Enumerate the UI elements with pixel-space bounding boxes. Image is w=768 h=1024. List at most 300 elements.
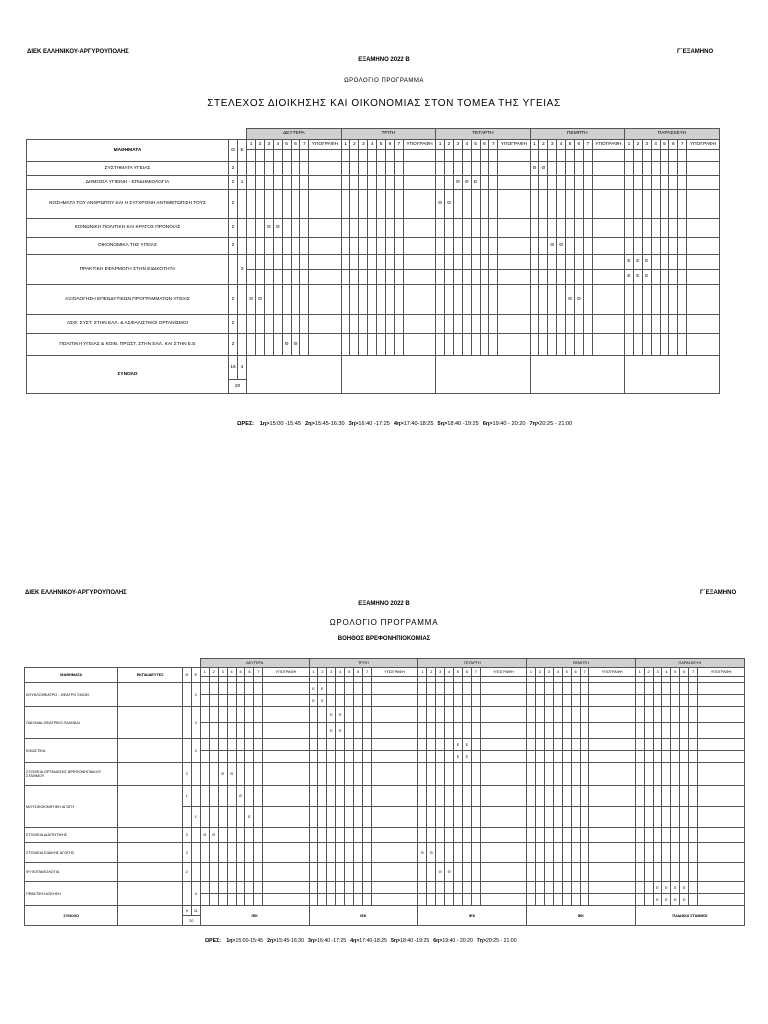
schedule-cell bbox=[354, 739, 363, 751]
schedule-cell bbox=[318, 739, 327, 751]
schedule-cell bbox=[462, 238, 471, 255]
signature-cell bbox=[687, 270, 720, 285]
hour-header: 7 bbox=[489, 140, 498, 150]
schedule-cell bbox=[291, 176, 300, 190]
schedule-cell bbox=[363, 786, 372, 807]
schedule-mark: Ε bbox=[662, 882, 671, 894]
schedule-cell bbox=[671, 751, 680, 763]
schedule-cell bbox=[377, 176, 386, 190]
schedule-cell bbox=[218, 751, 227, 763]
schedule-cell bbox=[544, 807, 553, 828]
signature-cell bbox=[592, 255, 624, 270]
schedule-cell bbox=[553, 707, 562, 723]
top-semester-center: ΕΞΑΜΗΝΟ 2022 Β bbox=[358, 57, 410, 63]
schedule-cell bbox=[453, 334, 462, 356]
schedule-cell bbox=[336, 739, 345, 751]
hour-header: 3 bbox=[642, 140, 651, 150]
schedule-cell bbox=[245, 894, 254, 906]
schedule-cell bbox=[571, 683, 580, 695]
empty-cell bbox=[660, 150, 669, 162]
schedule-cell bbox=[544, 863, 553, 882]
schedule-cell bbox=[318, 863, 327, 882]
schedule-cell bbox=[254, 723, 263, 739]
signature-header: ΥΠΟΓΡΑΦΗ bbox=[403, 140, 435, 150]
schedule-cell bbox=[635, 828, 644, 843]
schedule-cell bbox=[200, 695, 209, 707]
schedule-cell bbox=[385, 162, 394, 176]
schedule-cell bbox=[350, 162, 359, 176]
schedule-mark: Ε bbox=[625, 255, 634, 270]
schedule-cell bbox=[445, 882, 454, 894]
total-lab: 4 bbox=[238, 356, 247, 380]
lab-hours: 2 bbox=[191, 707, 200, 739]
schedule-cell bbox=[662, 707, 671, 723]
schedule-cell bbox=[427, 807, 436, 828]
schedule-cell bbox=[245, 751, 254, 763]
schedule-cell bbox=[530, 255, 539, 270]
schedule-cell bbox=[254, 894, 263, 906]
top-hours-legend bbox=[237, 421, 572, 427]
schedule-cell bbox=[539, 190, 548, 219]
schedule-cell bbox=[282, 315, 291, 334]
schedule-cell bbox=[544, 683, 553, 695]
schedule-cell bbox=[318, 807, 327, 828]
schedule-cell bbox=[660, 334, 669, 356]
schedule-cell bbox=[642, 238, 651, 255]
schedule-cell bbox=[345, 863, 354, 882]
day-total: ΙΕΚ bbox=[309, 906, 418, 926]
signature-cell bbox=[589, 683, 635, 695]
schedule-cell bbox=[436, 695, 445, 707]
schedule-cell bbox=[562, 828, 571, 843]
schedule-cell bbox=[394, 334, 403, 356]
schedule-cell bbox=[680, 707, 689, 723]
schedule-cell bbox=[544, 695, 553, 707]
schedule-cell bbox=[471, 863, 480, 882]
schedule-cell bbox=[635, 751, 644, 763]
schedule-cell bbox=[254, 807, 263, 828]
schedule-cell bbox=[247, 334, 256, 356]
empty-cell bbox=[247, 150, 256, 162]
schedule-cell bbox=[245, 882, 254, 894]
schedule-cell bbox=[471, 739, 480, 751]
schedule-cell bbox=[445, 807, 454, 828]
schedule-cell bbox=[336, 882, 345, 894]
schedule-cell bbox=[227, 751, 236, 763]
signature-cell bbox=[698, 828, 745, 843]
schedule-cell bbox=[580, 695, 589, 707]
hour-header: 7 bbox=[678, 140, 687, 150]
schedule-cell bbox=[436, 285, 445, 315]
schedule-cell bbox=[571, 695, 580, 707]
schedule-cell bbox=[445, 219, 454, 238]
schedule-cell bbox=[291, 315, 300, 334]
theory-hours: 2 bbox=[182, 828, 191, 843]
schedule-cell bbox=[489, 285, 498, 315]
legend-hour: 1η> bbox=[259, 421, 270, 427]
schedule-cell bbox=[651, 285, 660, 315]
schedule-cell bbox=[454, 707, 463, 723]
schedule-cell bbox=[642, 285, 651, 315]
schedule-cell bbox=[445, 763, 454, 786]
schedule-cell bbox=[557, 285, 566, 315]
schedule-cell bbox=[454, 723, 463, 739]
schedule-cell bbox=[341, 219, 350, 238]
signature-cell bbox=[589, 786, 635, 807]
bottom-legend-prefix: ΩΡΕΣ: bbox=[205, 938, 221, 944]
hour-header: 6 bbox=[669, 140, 678, 150]
schedule-cell bbox=[653, 786, 662, 807]
schedule-cell bbox=[359, 255, 368, 270]
signature-cell bbox=[372, 695, 418, 707]
hour-header: 2 bbox=[535, 668, 544, 677]
schedule-cell bbox=[644, 707, 653, 723]
schedule-cell bbox=[436, 176, 445, 190]
schedule-cell bbox=[245, 863, 254, 882]
signature-cell bbox=[698, 695, 745, 707]
schedule-cell bbox=[625, 315, 634, 334]
schedule-cell bbox=[653, 763, 662, 786]
schedule-cell bbox=[247, 176, 256, 190]
schedule-cell bbox=[454, 807, 463, 828]
schedule-cell bbox=[341, 270, 350, 285]
schedule-cell bbox=[530, 315, 539, 334]
signature-cell bbox=[372, 863, 418, 882]
schedule-cell bbox=[264, 162, 273, 176]
schedule-cell bbox=[489, 190, 498, 219]
signature-cell bbox=[698, 763, 745, 786]
theory-hours: 2 bbox=[228, 285, 237, 315]
schedule-cell bbox=[309, 807, 318, 828]
schedule-cell bbox=[535, 695, 544, 707]
schedule-cell bbox=[566, 315, 575, 334]
schedule-mark: Θ bbox=[436, 863, 445, 882]
schedule-cell bbox=[200, 843, 209, 863]
schedule-cell bbox=[453, 162, 462, 176]
schedule-cell bbox=[418, 786, 427, 807]
signature-cell bbox=[687, 162, 720, 176]
schedule-cell bbox=[678, 285, 687, 315]
schedule-cell bbox=[327, 828, 336, 843]
schedule-cell bbox=[368, 176, 377, 190]
trainer-cell bbox=[118, 707, 182, 739]
empty-cell bbox=[489, 150, 498, 162]
schedule-cell bbox=[635, 786, 644, 807]
schedule-cell bbox=[660, 238, 669, 255]
trainer-cell bbox=[118, 882, 182, 906]
schedule-cell bbox=[341, 334, 350, 356]
schedule-cell bbox=[418, 739, 427, 751]
blank-cell bbox=[25, 659, 201, 668]
schedule-cell bbox=[427, 763, 436, 786]
schedule-cell bbox=[462, 285, 471, 315]
schedule-cell bbox=[427, 723, 436, 739]
empty-cell bbox=[471, 150, 480, 162]
schedule-cell bbox=[527, 807, 536, 828]
signature-cell bbox=[698, 739, 745, 751]
schedule-cell bbox=[530, 270, 539, 285]
legend-item bbox=[391, 938, 429, 944]
schedule-cell bbox=[644, 786, 653, 807]
schedule-cell bbox=[535, 683, 544, 695]
schedule-cell bbox=[318, 882, 327, 894]
schedule-cell bbox=[662, 751, 671, 763]
schedule-cell bbox=[471, 843, 480, 863]
schedule-cell bbox=[227, 894, 236, 906]
schedule-cell bbox=[471, 894, 480, 906]
signature-header: ΥΠΟΓΡΑΦΗ bbox=[263, 668, 309, 677]
schedule-cell bbox=[209, 882, 218, 894]
signature-cell bbox=[263, 786, 309, 807]
schedule-cell bbox=[471, 190, 480, 219]
legend-hour: 3η> bbox=[307, 938, 318, 944]
hour-header: 2 bbox=[209, 668, 218, 677]
lab-hours bbox=[238, 285, 247, 315]
schedule-cell bbox=[436, 751, 445, 763]
top-semester-label: Γ΄ΕΞΑΜΗΝΟ bbox=[677, 49, 714, 55]
schedule-cell bbox=[535, 751, 544, 763]
schedule-cell bbox=[209, 894, 218, 906]
schedule-cell bbox=[418, 751, 427, 763]
day-header: ΠΕΜΠΤΗ bbox=[530, 129, 624, 140]
theory-hours: 2 bbox=[182, 763, 191, 786]
bottom-school-name: ΔΙΕΚ ΕΛΛΗΝΙΚΟΥ-ΑΡΓΥΡΟΥΠΟΛΗΣ bbox=[25, 590, 127, 596]
trainer-cell bbox=[118, 739, 182, 763]
schedule-cell bbox=[678, 334, 687, 356]
legend-time: 17:40-18:25 bbox=[403, 421, 434, 427]
schedule-cell bbox=[236, 751, 245, 763]
schedule-cell bbox=[527, 739, 536, 751]
schedule-cell bbox=[574, 176, 583, 190]
legend-time: 19:40 - 20:20 bbox=[492, 421, 526, 427]
signature-cell bbox=[403, 162, 435, 176]
schedule-cell bbox=[544, 828, 553, 843]
blank-cell bbox=[27, 129, 247, 140]
signature-cell bbox=[372, 843, 418, 863]
empty-cell bbox=[291, 150, 300, 162]
empty-cell bbox=[678, 150, 687, 162]
schedule-cell bbox=[651, 238, 660, 255]
schedule-cell bbox=[462, 707, 471, 723]
schedule-cell bbox=[462, 695, 471, 707]
schedule-cell bbox=[368, 315, 377, 334]
day-total: ΠΑΙΔΙΚΟΙ ΣΤΑΘΜΟΙ bbox=[635, 906, 744, 926]
day-total-cell bbox=[247, 356, 341, 394]
schedule-cell bbox=[660, 176, 669, 190]
schedule-cell bbox=[363, 828, 372, 843]
schedule-cell bbox=[548, 176, 557, 190]
hour-header: 4 bbox=[227, 668, 236, 677]
schedule-cell bbox=[527, 786, 536, 807]
schedule-cell bbox=[462, 894, 471, 906]
schedule-cell bbox=[209, 695, 218, 707]
schedule-cell bbox=[471, 270, 480, 285]
schedule-cell bbox=[566, 162, 575, 176]
schedule-cell bbox=[544, 843, 553, 863]
schedule-cell bbox=[345, 751, 354, 763]
schedule-cell bbox=[462, 723, 471, 739]
schedule-cell bbox=[273, 176, 282, 190]
schedule-cell bbox=[553, 882, 562, 894]
schedule-mark: Θ bbox=[557, 238, 566, 255]
schedule-cell bbox=[445, 786, 454, 807]
schedule-mark: Θ bbox=[530, 162, 539, 176]
schedule-cell bbox=[535, 786, 544, 807]
schedule-cell bbox=[583, 238, 592, 255]
schedule-cell bbox=[385, 315, 394, 334]
schedule-cell bbox=[680, 828, 689, 843]
legend-hour: 7η> bbox=[476, 938, 486, 944]
schedule-cell bbox=[689, 828, 698, 843]
schedule-cell bbox=[566, 334, 575, 356]
lab-hours: 3 bbox=[238, 255, 247, 285]
schedule-cell bbox=[583, 255, 592, 270]
schedule-cell bbox=[562, 882, 571, 894]
signature-cell bbox=[698, 863, 745, 882]
schedule-cell bbox=[264, 334, 273, 356]
schedule-cell bbox=[660, 285, 669, 315]
schedule-cell bbox=[282, 285, 291, 315]
schedule-cell bbox=[418, 695, 427, 707]
schedule-mark: Θ bbox=[574, 285, 583, 315]
signature-cell bbox=[263, 683, 309, 695]
schedule-cell bbox=[327, 786, 336, 807]
schedule-cell bbox=[200, 882, 209, 894]
signature-cell bbox=[480, 723, 526, 739]
schedule-cell bbox=[445, 707, 454, 723]
schedule-cell bbox=[471, 707, 480, 723]
schedule-cell bbox=[273, 255, 282, 270]
signature-cell bbox=[687, 255, 720, 270]
trainer-cell bbox=[118, 786, 182, 828]
schedule-cell bbox=[368, 255, 377, 270]
schedule-cell bbox=[580, 882, 589, 894]
bottom-schedule-title: ΩΡΟΛΟΓΙΟ ΠΡΟΓΡΑΜΜΑ bbox=[329, 618, 439, 627]
schedule-cell bbox=[471, 723, 480, 739]
schedule-cell bbox=[385, 219, 394, 238]
schedule-cell bbox=[341, 315, 350, 334]
schedule-cell bbox=[282, 162, 291, 176]
signature-cell bbox=[698, 894, 745, 906]
schedule-cell bbox=[427, 695, 436, 707]
schedule-cell bbox=[583, 315, 592, 334]
schedule-cell bbox=[489, 315, 498, 334]
schedule-cell bbox=[571, 863, 580, 882]
signature-cell bbox=[498, 238, 530, 255]
schedule-cell bbox=[291, 190, 300, 219]
schedule-mark: Ε bbox=[245, 807, 254, 828]
schedule-cell bbox=[544, 894, 553, 906]
schedule-cell bbox=[471, 695, 480, 707]
schedule-cell bbox=[635, 843, 644, 863]
signature-cell bbox=[263, 707, 309, 723]
schedule-cell bbox=[236, 863, 245, 882]
schedule-mark: Θ bbox=[445, 190, 454, 219]
schedule-cell bbox=[354, 723, 363, 739]
signature-cell bbox=[592, 176, 624, 190]
hour-header: 3 bbox=[264, 140, 273, 150]
total-sum: 20 bbox=[228, 380, 246, 394]
signature-cell bbox=[263, 739, 309, 751]
schedule-cell bbox=[327, 894, 336, 906]
schedule-cell bbox=[544, 707, 553, 723]
hour-header: 6 bbox=[480, 140, 489, 150]
day-total-cell bbox=[436, 356, 530, 394]
schedule-cell bbox=[462, 162, 471, 176]
signature-cell bbox=[592, 190, 624, 219]
hour-header: 1 bbox=[527, 668, 536, 677]
schedule-cell bbox=[445, 739, 454, 751]
schedule-cell bbox=[660, 162, 669, 176]
schedule-cell bbox=[633, 238, 642, 255]
schedule-cell bbox=[247, 219, 256, 238]
legend-hour: 4η> bbox=[393, 421, 404, 427]
schedule-cell bbox=[394, 315, 403, 334]
schedule-cell bbox=[671, 683, 680, 695]
schedule-cell bbox=[247, 255, 256, 270]
lab-hours: 1 bbox=[191, 807, 200, 828]
schedule-cell bbox=[669, 162, 678, 176]
schedule-cell bbox=[436, 786, 445, 807]
schedule-cell bbox=[662, 786, 671, 807]
hour-header: 5 bbox=[345, 668, 354, 677]
schedule-mark: Ε bbox=[318, 695, 327, 707]
schedule-cell bbox=[562, 894, 571, 906]
schedule-cell bbox=[363, 894, 372, 906]
schedule-cell bbox=[436, 828, 445, 843]
schedule-cell bbox=[318, 894, 327, 906]
schedule-cell bbox=[544, 786, 553, 807]
schedule-cell bbox=[200, 683, 209, 695]
schedule-cell bbox=[553, 683, 562, 695]
schedule-cell bbox=[671, 863, 680, 882]
hour-header: 2 bbox=[445, 140, 454, 150]
signature-cell bbox=[372, 828, 418, 843]
lab-header: Ε bbox=[191, 668, 200, 683]
schedule-cell bbox=[418, 894, 427, 906]
schedule-cell bbox=[436, 162, 445, 176]
schedule-mark: Θ bbox=[566, 285, 575, 315]
bottom-semester-label: Γ΄ΕΞΑΜΗΝΟ bbox=[700, 590, 737, 596]
theory-hours bbox=[182, 807, 191, 828]
schedule-cell bbox=[644, 695, 653, 707]
signature-cell bbox=[372, 882, 418, 894]
schedule-mark: Θ bbox=[291, 334, 300, 356]
hour-header: 7 bbox=[394, 140, 403, 150]
legend-hour: 5η> bbox=[391, 938, 401, 944]
signature-cell bbox=[480, 763, 526, 786]
schedule-cell bbox=[227, 707, 236, 723]
day-header: ΤΡΙΤΗ bbox=[309, 659, 418, 668]
schedule-cell bbox=[247, 315, 256, 334]
schedule-cell bbox=[247, 270, 256, 285]
schedule-cell bbox=[345, 707, 354, 723]
signature-cell bbox=[263, 763, 309, 786]
legend-time: 18:40 -19:25 bbox=[447, 421, 479, 427]
schedule-cell bbox=[539, 315, 548, 334]
legend-hour: 3η> bbox=[348, 421, 359, 427]
schedule-mark: Θ bbox=[264, 219, 273, 238]
signature-cell bbox=[263, 882, 309, 894]
schedule-cell bbox=[218, 786, 227, 807]
schedule-mark: Ε bbox=[653, 894, 662, 906]
schedule-cell bbox=[553, 828, 562, 843]
trainer-cell bbox=[118, 863, 182, 882]
schedule-cell bbox=[453, 255, 462, 270]
schedule-cell bbox=[291, 285, 300, 315]
subject-name: ΕΙΚΑΣΤΙΚΑ bbox=[25, 739, 118, 763]
schedule-cell bbox=[669, 285, 678, 315]
